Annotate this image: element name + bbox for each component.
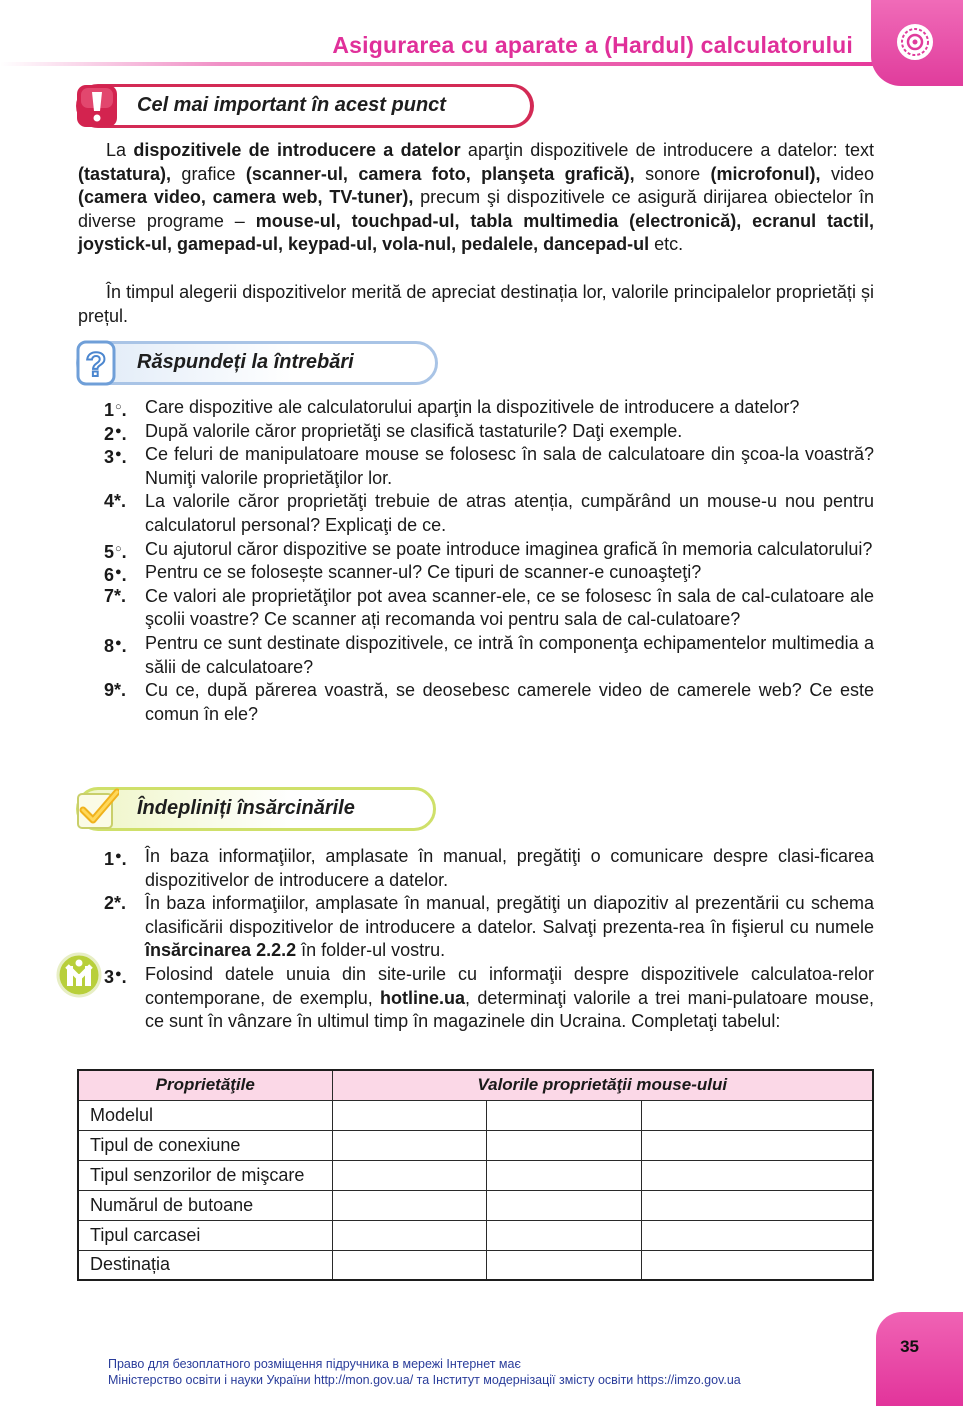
important-paragraph-1 bbox=[78, 139, 874, 257]
table-row-label: Destinația bbox=[78, 1250, 332, 1280]
question-item bbox=[100, 396, 874, 420]
item-number: 3●. bbox=[104, 447, 127, 468]
footer-notice bbox=[108, 1356, 741, 1388]
question-text: Pentru ce sunt destinate dispozitivele, ce intră în componenţa echipamentelor multimedia a sălii de calculatoare? bbox=[145, 632, 874, 677]
table-empty-cell bbox=[332, 1100, 487, 1130]
task-text: în folder-ul vostru. bbox=[296, 940, 446, 961]
text-run: grafice bbox=[171, 163, 246, 184]
table-empty-cell bbox=[332, 1130, 487, 1160]
table-empty-cell bbox=[332, 1160, 487, 1190]
text-run: sonore bbox=[634, 163, 711, 184]
text-run: (tastatura), bbox=[78, 163, 172, 184]
question-text: După valorile căror proprietăţi se clasifică tastaturile? Daţi exemple. bbox=[145, 420, 683, 441]
table-empty-cell bbox=[487, 1100, 642, 1130]
question-text: Ce valori ale proprietăţilor pot avea scanner-ele, ce se folosesc în sala de cal-culatoare ale şcolii voastre? Ce scanner ați recomanda voi pentru sala de cal-culatoare? bbox=[145, 585, 874, 630]
section-title: Răspundeți la întrebări bbox=[137, 351, 354, 373]
item-number: 6●. bbox=[104, 565, 127, 586]
question-item bbox=[100, 561, 874, 585]
section-title: Cel mai important în acest punct bbox=[137, 94, 446, 116]
task-text: hotline.ua bbox=[380, 987, 466, 1008]
item-number: 2*. bbox=[104, 893, 127, 914]
text-run: precum şi dispozitivele ce asigură dirijarea obiectelor în diverse programe – bbox=[78, 187, 874, 231]
table-row-label: Tipul carcasei bbox=[78, 1220, 332, 1250]
tasks-list bbox=[100, 845, 874, 1034]
section-title: Îndepliniți însărcinările bbox=[137, 797, 355, 819]
table-row-label: Numărul de butoane bbox=[78, 1190, 332, 1220]
table-empty-cell bbox=[332, 1220, 487, 1250]
table-empty-cell bbox=[641, 1190, 873, 1220]
table-empty-cell bbox=[641, 1220, 873, 1250]
question-text: La valorile căror proprietăţi trebuie de atras atenția, cumpărând un mouse-u nou pentru calculatorul personal? Explicaţi de ce. bbox=[145, 491, 874, 535]
table-row bbox=[78, 1220, 873, 1250]
header-rule bbox=[0, 62, 880, 66]
question-mark-icon bbox=[75, 340, 119, 386]
text-run: (camera video, camera web, TV-tuner), bbox=[78, 187, 414, 208]
text-run: La bbox=[106, 140, 134, 160]
question-item bbox=[100, 632, 874, 679]
table-empty-cell bbox=[487, 1190, 642, 1220]
question-item bbox=[100, 420, 874, 444]
footer-line-2: Міністерство освіти і науки України http://mon.gov.ua/ та Інститут модернізації змісту освіти https://imzo.gov.ua bbox=[108, 1373, 741, 1387]
item-number: 1○. bbox=[104, 400, 127, 420]
question-text: Cu ajutorul căror dispozitive se poate introduce imaginea grafică în memoria calculatorului? bbox=[145, 538, 873, 559]
table-empty-cell bbox=[641, 1130, 873, 1160]
question-text: Pentru ce se folosește scanner-ul? Ce tipuri de scanner-e cunoaşteţi? bbox=[145, 562, 702, 583]
text-run: etc. bbox=[649, 234, 684, 255]
question-item bbox=[100, 585, 874, 632]
text-run: video bbox=[820, 163, 874, 184]
section-banner-questions bbox=[76, 341, 438, 385]
item-number: 7*. bbox=[104, 585, 127, 606]
task-text: Folosind datele unuia din site-urile cu informaţii despre dispozitivele calculatoa-relor contemporane, de exemplu, bbox=[145, 963, 874, 1008]
item-number: 3●. bbox=[104, 966, 127, 987]
table-row-label: Modelul bbox=[78, 1100, 332, 1130]
section-banner-tasks bbox=[76, 787, 436, 831]
important-paragraph-2: În timpul alegerii dispozitivelor merită de apreciat destinația lor, valorile principalelor proprietăți și prețul. bbox=[78, 282, 874, 326]
item-number: 1●. bbox=[104, 849, 127, 869]
text-run: dispozitivele de introducere a datelor bbox=[133, 140, 461, 160]
table-row bbox=[78, 1130, 873, 1160]
question-text: Cu ce, după părerea voastră, se deosebesc camerele video de camerele web? Ce este comun în ele? bbox=[145, 680, 874, 724]
task-text: În baza informaţiilor, amplasate în manual, pregătiţi o comunicare despre clasi-ficarea dispozitivelor de introducere a datelor. bbox=[145, 846, 874, 890]
question-item bbox=[100, 443, 874, 490]
table-header-values: Valorile proprietăţii mouse-ului bbox=[332, 1070, 873, 1100]
exclamation-icon bbox=[75, 83, 119, 129]
question-item bbox=[100, 538, 874, 562]
multimedia-badge-icon bbox=[56, 952, 102, 998]
question-text: Care dispozitive ale calculatorului aparţin la dispozitivele de introducere a datelor? bbox=[145, 397, 800, 417]
task-text: , determinaţi valorile a trei mani-pulatoare mouse, ce sunt în vânzare în ultimul timp în magazinele din Ucraina. Completaţi tabelul: bbox=[145, 987, 874, 1032]
table-empty-cell bbox=[487, 1160, 642, 1190]
table-row-label: Tipul senzorilor de mişcare bbox=[78, 1160, 332, 1190]
table-row bbox=[78, 1160, 873, 1190]
table-empty-cell bbox=[332, 1190, 487, 1220]
item-number: 4*. bbox=[104, 491, 127, 512]
page-number-tab bbox=[876, 1312, 963, 1406]
table-empty-cell bbox=[487, 1250, 642, 1280]
mouse-properties-table bbox=[77, 1069, 874, 1281]
table-empty-cell bbox=[332, 1250, 487, 1280]
text-run: mouse-ul, touchpad-ul, tabla multimedia (electronică), ecranul tactil, joystick-ul, gamepad-ul, keypad-ul, vola-nul, pedalele, dancepad-ul bbox=[78, 210, 874, 255]
table-row-label: Tipul de conexiune bbox=[78, 1130, 332, 1160]
item-number: 8●. bbox=[104, 635, 127, 656]
table-empty-cell bbox=[641, 1100, 873, 1130]
task-item bbox=[100, 963, 874, 1034]
table-row bbox=[78, 1190, 873, 1220]
disc-icon bbox=[895, 22, 935, 62]
table-empty-cell bbox=[487, 1220, 642, 1250]
footer-line-1: Право для безоплатного розміщення підручника в мережі Інтернет має bbox=[108, 1357, 521, 1371]
table-header-properties: Proprietăţile bbox=[78, 1070, 332, 1100]
questions-list bbox=[100, 396, 874, 726]
table-empty-cell bbox=[641, 1160, 873, 1190]
task-item bbox=[100, 845, 874, 892]
question-item bbox=[100, 679, 874, 726]
question-item bbox=[100, 490, 874, 537]
svg-text:?: ? bbox=[85, 346, 107, 384]
table-row bbox=[78, 1250, 873, 1280]
table-empty-cell bbox=[487, 1130, 642, 1160]
table-empty-cell bbox=[641, 1250, 873, 1280]
page-header-title: Asigurarea cu aparate a (Hardul) calculatorului bbox=[332, 32, 853, 58]
item-number: 2●. bbox=[104, 423, 127, 444]
page-number: 35 bbox=[900, 1337, 919, 1356]
table-row bbox=[78, 1100, 873, 1130]
text-run: aparţin dispozitivele de introducere a datelor: text bbox=[460, 140, 874, 160]
text-run: (microfonul), bbox=[710, 163, 821, 184]
checkmark-icon bbox=[75, 786, 119, 832]
text-run: (scanner-ul, camera foto, planşeta grafică), bbox=[245, 163, 635, 184]
task-item bbox=[100, 892, 874, 963]
item-number: 9*. bbox=[104, 680, 127, 701]
task-text: însărcinarea 2.2.2 bbox=[145, 940, 297, 961]
question-text: Ce feluri de manipulatoare mouse se folosesc în sala de calculatoare din şcoa-la voastră? Numiţi valorile proprietăţilor lor. bbox=[145, 444, 874, 488]
task-text: În baza informaţiilor, amplasate în manual, pregătiţi un diapozitiv al prezentării cu schema clasificării dispozitivelor de introducere a datelor. Salvaţi prezenta-rea în fişierul cu numele bbox=[145, 893, 874, 937]
item-number: 5○. bbox=[104, 541, 127, 562]
section-banner-important bbox=[76, 84, 534, 128]
